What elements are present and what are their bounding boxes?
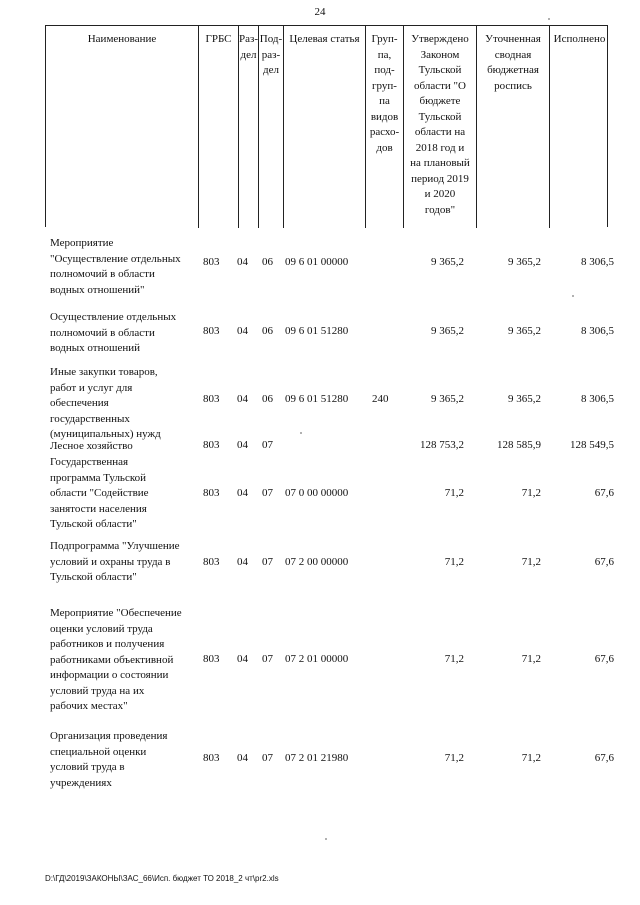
row-podrazdel: 07 [262, 653, 273, 665]
row-podrazdel: 07 [262, 487, 273, 499]
row-razdel: 04 [237, 325, 248, 337]
row-executed: 67,6 [594, 487, 614, 499]
row-razdel: 04 [237, 487, 248, 499]
row-target-article: 09 6 01 51280 [285, 393, 349, 405]
row-executed: 8 306,5 [581, 325, 614, 337]
row-refined: 71,2 [521, 556, 541, 568]
row-approved: 9 365,2 [431, 256, 464, 268]
header-razdel: Раз- дел [239, 26, 259, 228]
row-name: Осуществление отдельных полномочий в области водных отношений [50, 311, 177, 354]
row-target-article: 09 6 01 51280 [285, 325, 349, 337]
table-header [45, 25, 608, 227]
row-refined: 9 365,2 [508, 256, 541, 268]
scan-speck [548, 18, 550, 20]
row-name: Иные закупки товаров, работ и услуг для обеспечения государственных (муниципальных) нужд [50, 366, 161, 440]
header-grbs: ГРБС [199, 26, 239, 228]
row-podrazdel: 07 [262, 439, 273, 451]
row-grbs: 803 [203, 556, 220, 568]
row-expense-group: 240 [372, 393, 389, 405]
row-refined: 71,2 [521, 752, 541, 764]
page-number: 24 [314, 6, 326, 18]
row-podrazdel: 06 [262, 325, 273, 337]
row-name: Мероприятие "Обеспечение оценки условий труда работников и получения работниками объективной информации о состоянии условий труда на их рабочих местах" [50, 607, 182, 712]
row-executed: 8 306,5 [581, 256, 614, 268]
row-podrazdel: 06 [262, 256, 273, 268]
header-expense-group: Груп- па, под- груп- па видов расхо- дов [366, 26, 404, 228]
header-approved: Утверждено Законом Тульской области "О бюджете Тульской области на 2018 год и на плановый период 2019 и 2020 годов" [404, 26, 477, 228]
row-name: Лесное хозяйство [50, 440, 133, 452]
row-target-article: 07 2 01 21980 [285, 752, 349, 764]
row-grbs: 803 [203, 752, 220, 764]
row-podrazdel: 07 [262, 556, 273, 568]
row-grbs: 803 [203, 653, 220, 665]
row-grbs: 803 [203, 393, 220, 405]
file-path-footer: D:\ГД\2019\ЗАКОНЫ\ЗАС_66\Исп. бюджет ТО 2018_2 чт\pr2.xls [45, 874, 279, 883]
row-grbs: 803 [203, 487, 220, 499]
row-podrazdel: 07 [262, 752, 273, 764]
header-executed: Исполнено [553, 33, 606, 45]
row-refined: 128 585,9 [497, 439, 541, 451]
row-name: Государственная программа Тульской области "Содействие занятости населения Тульской области" [50, 456, 149, 530]
row-refined: 9 365,2 [508, 325, 541, 337]
row-razdel: 04 [237, 653, 248, 665]
row-executed: 67,6 [594, 653, 614, 665]
row-approved: 71,2 [444, 752, 464, 764]
row-approved: 71,2 [444, 556, 464, 568]
row-approved: 71,2 [444, 487, 464, 499]
row-executed: 67,6 [594, 556, 614, 568]
row-executed: 128 549,5 [570, 439, 614, 451]
scan-speck [572, 295, 574, 297]
row-executed: 8 306,5 [581, 393, 614, 405]
row-grbs: 803 [203, 439, 220, 451]
scan-speck [300, 432, 302, 434]
row-name: Организация проведения специальной оценки условий труда в учреждениях [50, 730, 168, 789]
header-podrazdel: Под- раз- дел [259, 26, 284, 228]
row-target-article: 09 6 01 00000 [285, 256, 349, 268]
row-razdel: 04 [237, 439, 248, 451]
row-razdel: 04 [237, 752, 248, 764]
row-target-article: 07 2 00 00000 [285, 556, 349, 568]
row-refined: 71,2 [521, 653, 541, 665]
row-razdel: 04 [237, 393, 248, 405]
header-target-article: Целевая статья [284, 26, 366, 228]
row-target-article: 07 2 01 00000 [285, 653, 349, 665]
row-grbs: 803 [203, 256, 220, 268]
row-refined: 9 365,2 [508, 393, 541, 405]
row-refined: 71,2 [521, 487, 541, 499]
row-approved: 9 365,2 [431, 393, 464, 405]
row-grbs: 803 [203, 325, 220, 337]
row-approved: 128 753,2 [420, 439, 464, 451]
row-executed: 67,6 [594, 752, 614, 764]
row-podrazdel: 06 [262, 393, 273, 405]
row-razdel: 04 [237, 556, 248, 568]
row-approved: 9 365,2 [431, 325, 464, 337]
row-name: Мероприятие "Осуществление отдельных полномочий в области водных отношений" [50, 237, 181, 296]
row-target-article: 07 0 00 00000 [285, 487, 349, 499]
row-approved: 71,2 [444, 653, 464, 665]
row-razdel: 04 [237, 256, 248, 268]
header-refined: Уточненная сводная бюджетная роспись [477, 26, 550, 228]
scan-speck [325, 838, 327, 840]
header-name: Наименование [46, 26, 199, 228]
row-name: Подпрограмма "Улучшение условий и охраны труда в Тульской области" [50, 540, 180, 583]
